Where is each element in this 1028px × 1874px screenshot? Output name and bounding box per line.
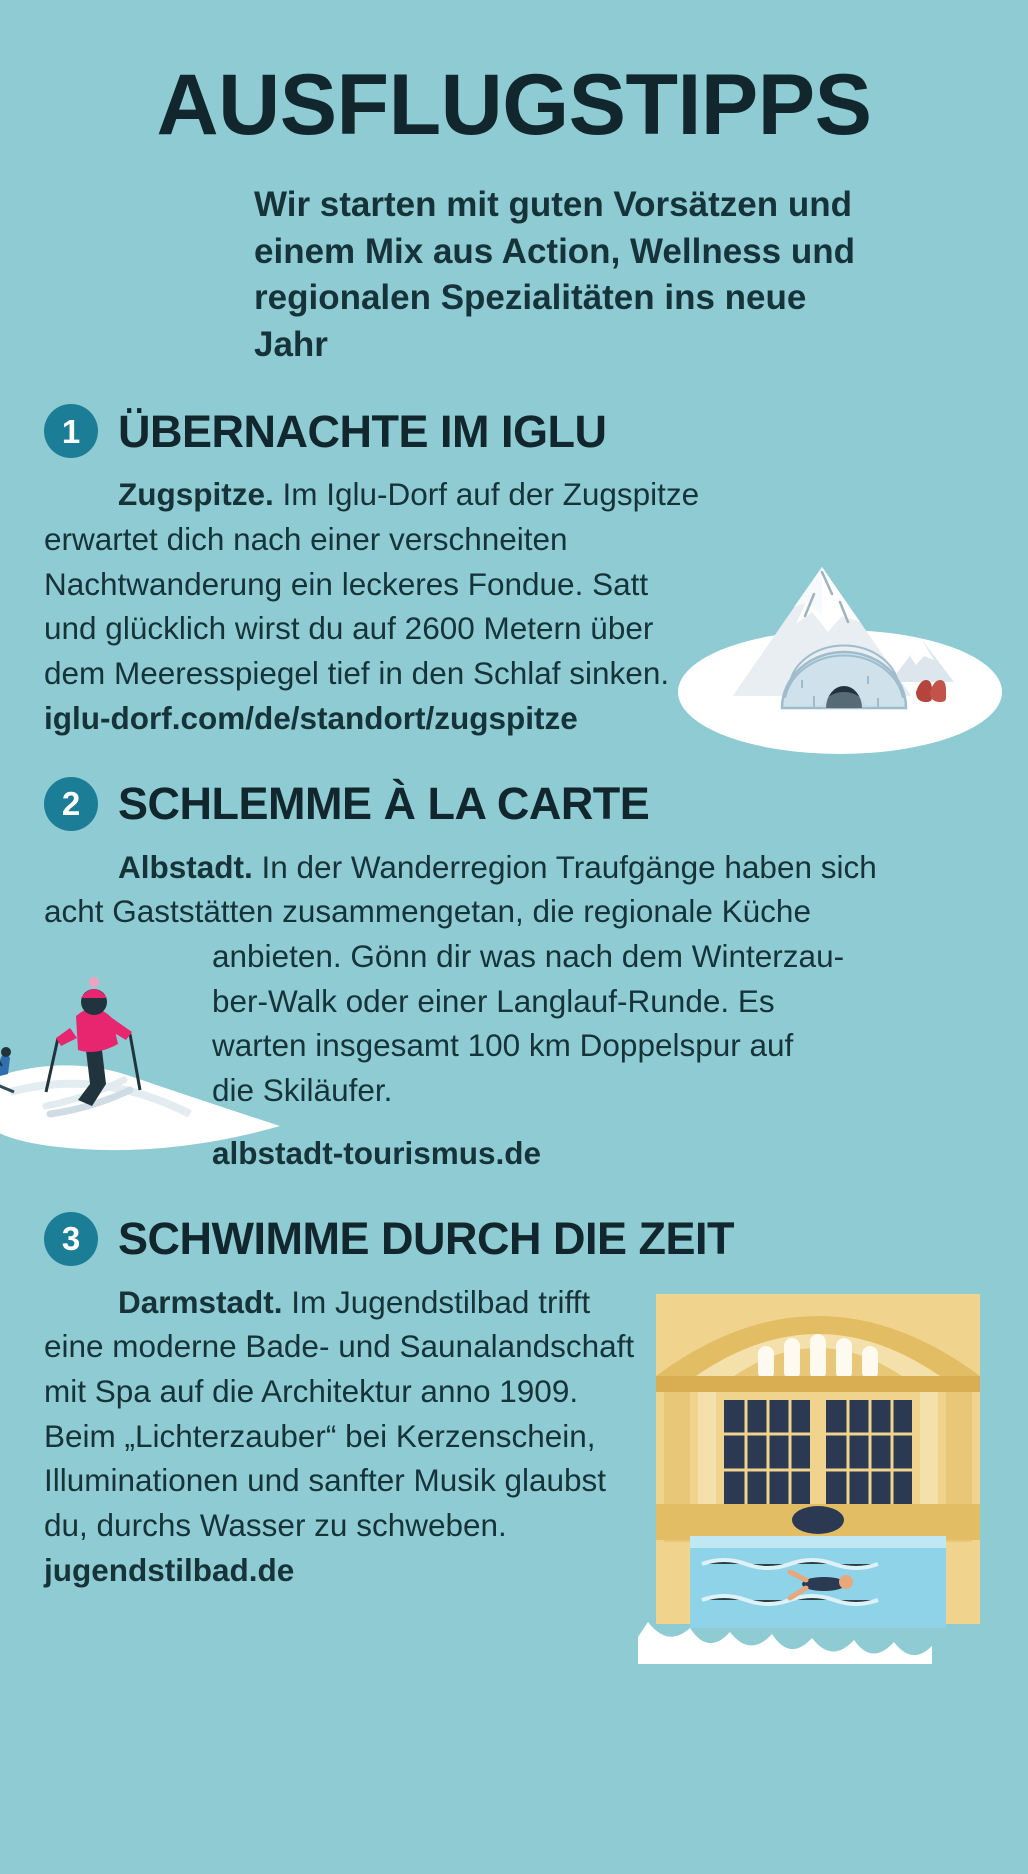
tip-text-2a: In der Wanderregion Traufgänge haben sich <box>252 848 877 885</box>
tip-number-badge-2: 2 <box>44 777 98 831</box>
tip-lead-2: Albstadt. <box>118 848 253 885</box>
tip-number-badge-1: 1 <box>44 404 98 458</box>
tip-text-3a: Im Jugendstilbad <box>282 1283 530 1320</box>
tip-url-2[interactable]: albstadt-tourismus.de <box>212 1134 542 1171</box>
tip-text-2c: anbieten. Gönn dir was nach dem Winterzau- <box>212 937 845 974</box>
igloo-illustration <box>672 532 1002 762</box>
tip-body-3 <box>44 1280 644 1593</box>
tip-text-2d: ber-Walk oder einer Langlauf-Runde. Es <box>212 982 775 1019</box>
tip-url-1[interactable]: iglu-dorf.com/de/standort/zugspitze <box>44 699 578 736</box>
tip-title-2: SCHLEMME À LA CARTE <box>118 778 650 829</box>
tip-text-2b: acht Gaststätten zusammengetan, die regionale Küche <box>44 893 811 930</box>
tip-text-1a: Im Iglu-Dorf auf der Zugspitze erwartet <box>44 476 700 557</box>
tip-title-1: ÜBERNACHTE IM IGLU <box>118 405 607 457</box>
pool-illustration <box>638 1284 998 1664</box>
intro-text: Wir starten mit guten Vorsätzen und einem Mix aus Action, Wellness und regionalen Spezialitäten ins neue Jahr <box>254 185 855 364</box>
skier-illustration <box>0 942 310 1172</box>
tip-header-3 <box>44 1212 984 1266</box>
tip-text-1b: dich nach einer verschneiten Nachtwanderung ein leckeres Fondue. Satt und glücklich wirst du auf 2600 Metern über dem Meeresspiegel tief in den Schlaf sinken. <box>44 520 670 692</box>
tip-number-badge-3: 3 <box>44 1212 98 1266</box>
tip-header-1 <box>44 404 984 458</box>
tip-lead-1: Zugspitze. <box>118 476 274 513</box>
page-title: AUSFLUGSTIPPS <box>156 57 872 153</box>
tip-header-2 <box>44 777 984 831</box>
tip-url-3[interactable]: jugendstilbad.de <box>44 1551 295 1588</box>
tip-text-2f: die Skiläufer. <box>212 1072 393 1109</box>
tip-body-1 <box>44 472 704 740</box>
tip-lead-3: Darmstadt. <box>118 1283 283 1320</box>
tip-title-3: SCHWIMME DURCH DIE ZEIT <box>118 1213 734 1265</box>
tip-text-3b: trifft eine moderne Bade- und Saunalandschaft mit Spa auf die Architektur anno 1909. Beim „Lichterzauber“ bei Kerzenschein, Illuminationen und sanfter Musik glaubst du, durchs Wasser zu schweben. <box>44 1283 635 1544</box>
poster-page <box>0 57 1028 1874</box>
tip-text-2e: warten insgesamt 100 km Doppelspur auf <box>212 1027 794 1064</box>
